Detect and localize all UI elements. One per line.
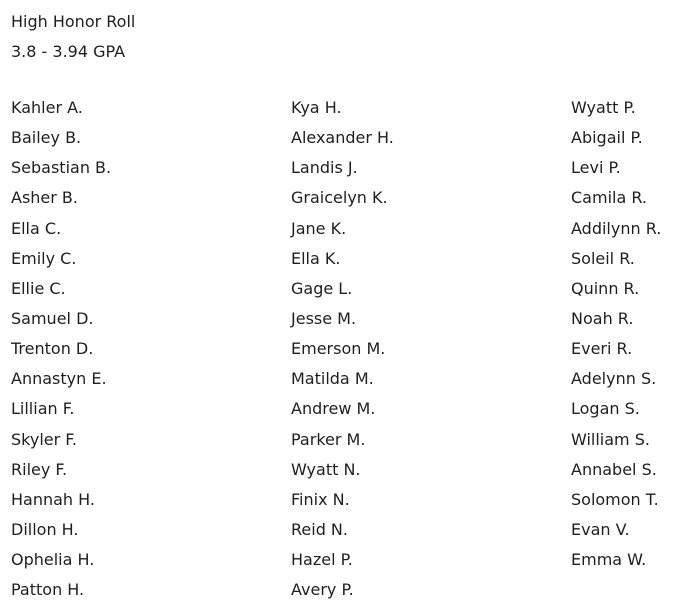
student-name: Bailey B. — [11, 128, 82, 148]
student-name: Sebastian B. — [11, 158, 112, 178]
name-column-1 — [11, 93, 111, 605]
student-name: Annabel S. — [571, 459, 657, 479]
student-name: Asher B. — [11, 188, 78, 208]
student-name: Solomon T. — [571, 489, 659, 509]
student-name: Graicelyn K. — [291, 188, 388, 208]
student-name: William S. — [571, 429, 650, 449]
gpa-range: 3.8 - 3.94 GPA — [11, 42, 126, 61]
student-name: Kya H. — [291, 98, 342, 117]
student-name: Annastyn E. — [11, 369, 107, 389]
student-name: Kahler A. — [11, 98, 83, 117]
student-name: Alexander H. — [291, 128, 394, 148]
student-name: Wyatt N. — [291, 459, 361, 479]
student-name: Logan S. — [571, 399, 640, 419]
student-name: Hannah H. — [11, 489, 95, 509]
student-name: Reid N. — [291, 519, 348, 539]
student-name: Soleil R. — [571, 248, 635, 268]
student-name: Parker M. — [291, 429, 366, 449]
student-name: Ophelia H. — [11, 550, 95, 570]
student-name: Patton H. — [11, 580, 85, 600]
name-column-3 — [571, 93, 661, 575]
student-name: Dillon H. — [11, 519, 79, 539]
student-name: Everi R. — [571, 339, 633, 359]
student-name: Trenton D. — [11, 339, 94, 359]
student-name: Andrew M. — [291, 399, 376, 419]
student-name: Ellie C. — [11, 278, 66, 298]
student-name: Abigail P. — [571, 128, 643, 148]
student-name: Matilda M. — [291, 369, 374, 389]
student-name: Gage L. — [291, 278, 353, 298]
student-name: Lillian F. — [11, 399, 75, 419]
student-name: Camila R. — [571, 188, 647, 208]
student-name: Landis J. — [291, 158, 358, 178]
student-name: Samuel D. — [11, 308, 94, 328]
student-name: Riley F. — [11, 459, 68, 479]
student-name: Emma W. — [571, 550, 647, 570]
student-name: Ella K. — [291, 248, 341, 268]
student-name: Skyler F. — [11, 429, 77, 449]
student-name: Ella C. — [11, 218, 62, 238]
honor-roll-title: High Honor Roll — [11, 12, 136, 31]
student-name: Addilynn R. — [571, 218, 662, 238]
student-name: Adelynn S. — [571, 369, 657, 389]
student-name: Jesse M. — [291, 308, 357, 328]
student-name: Quinn R. — [571, 278, 640, 298]
student-name: Noah R. — [571, 308, 634, 328]
student-name: Finix N. — [291, 489, 350, 509]
student-name: Emerson M. — [291, 339, 386, 359]
student-name: Evan V. — [571, 519, 630, 539]
student-name: Hazel P. — [291, 550, 353, 570]
student-name: Emily C. — [11, 248, 77, 268]
name-column-2 — [291, 93, 394, 605]
student-name: Jane K. — [291, 218, 347, 238]
honor-roll-heading — [11, 7, 135, 67]
student-name: Levi P. — [571, 158, 621, 178]
student-name: Avery P. — [291, 580, 354, 600]
student-name: Wyatt P. — [571, 98, 636, 117]
